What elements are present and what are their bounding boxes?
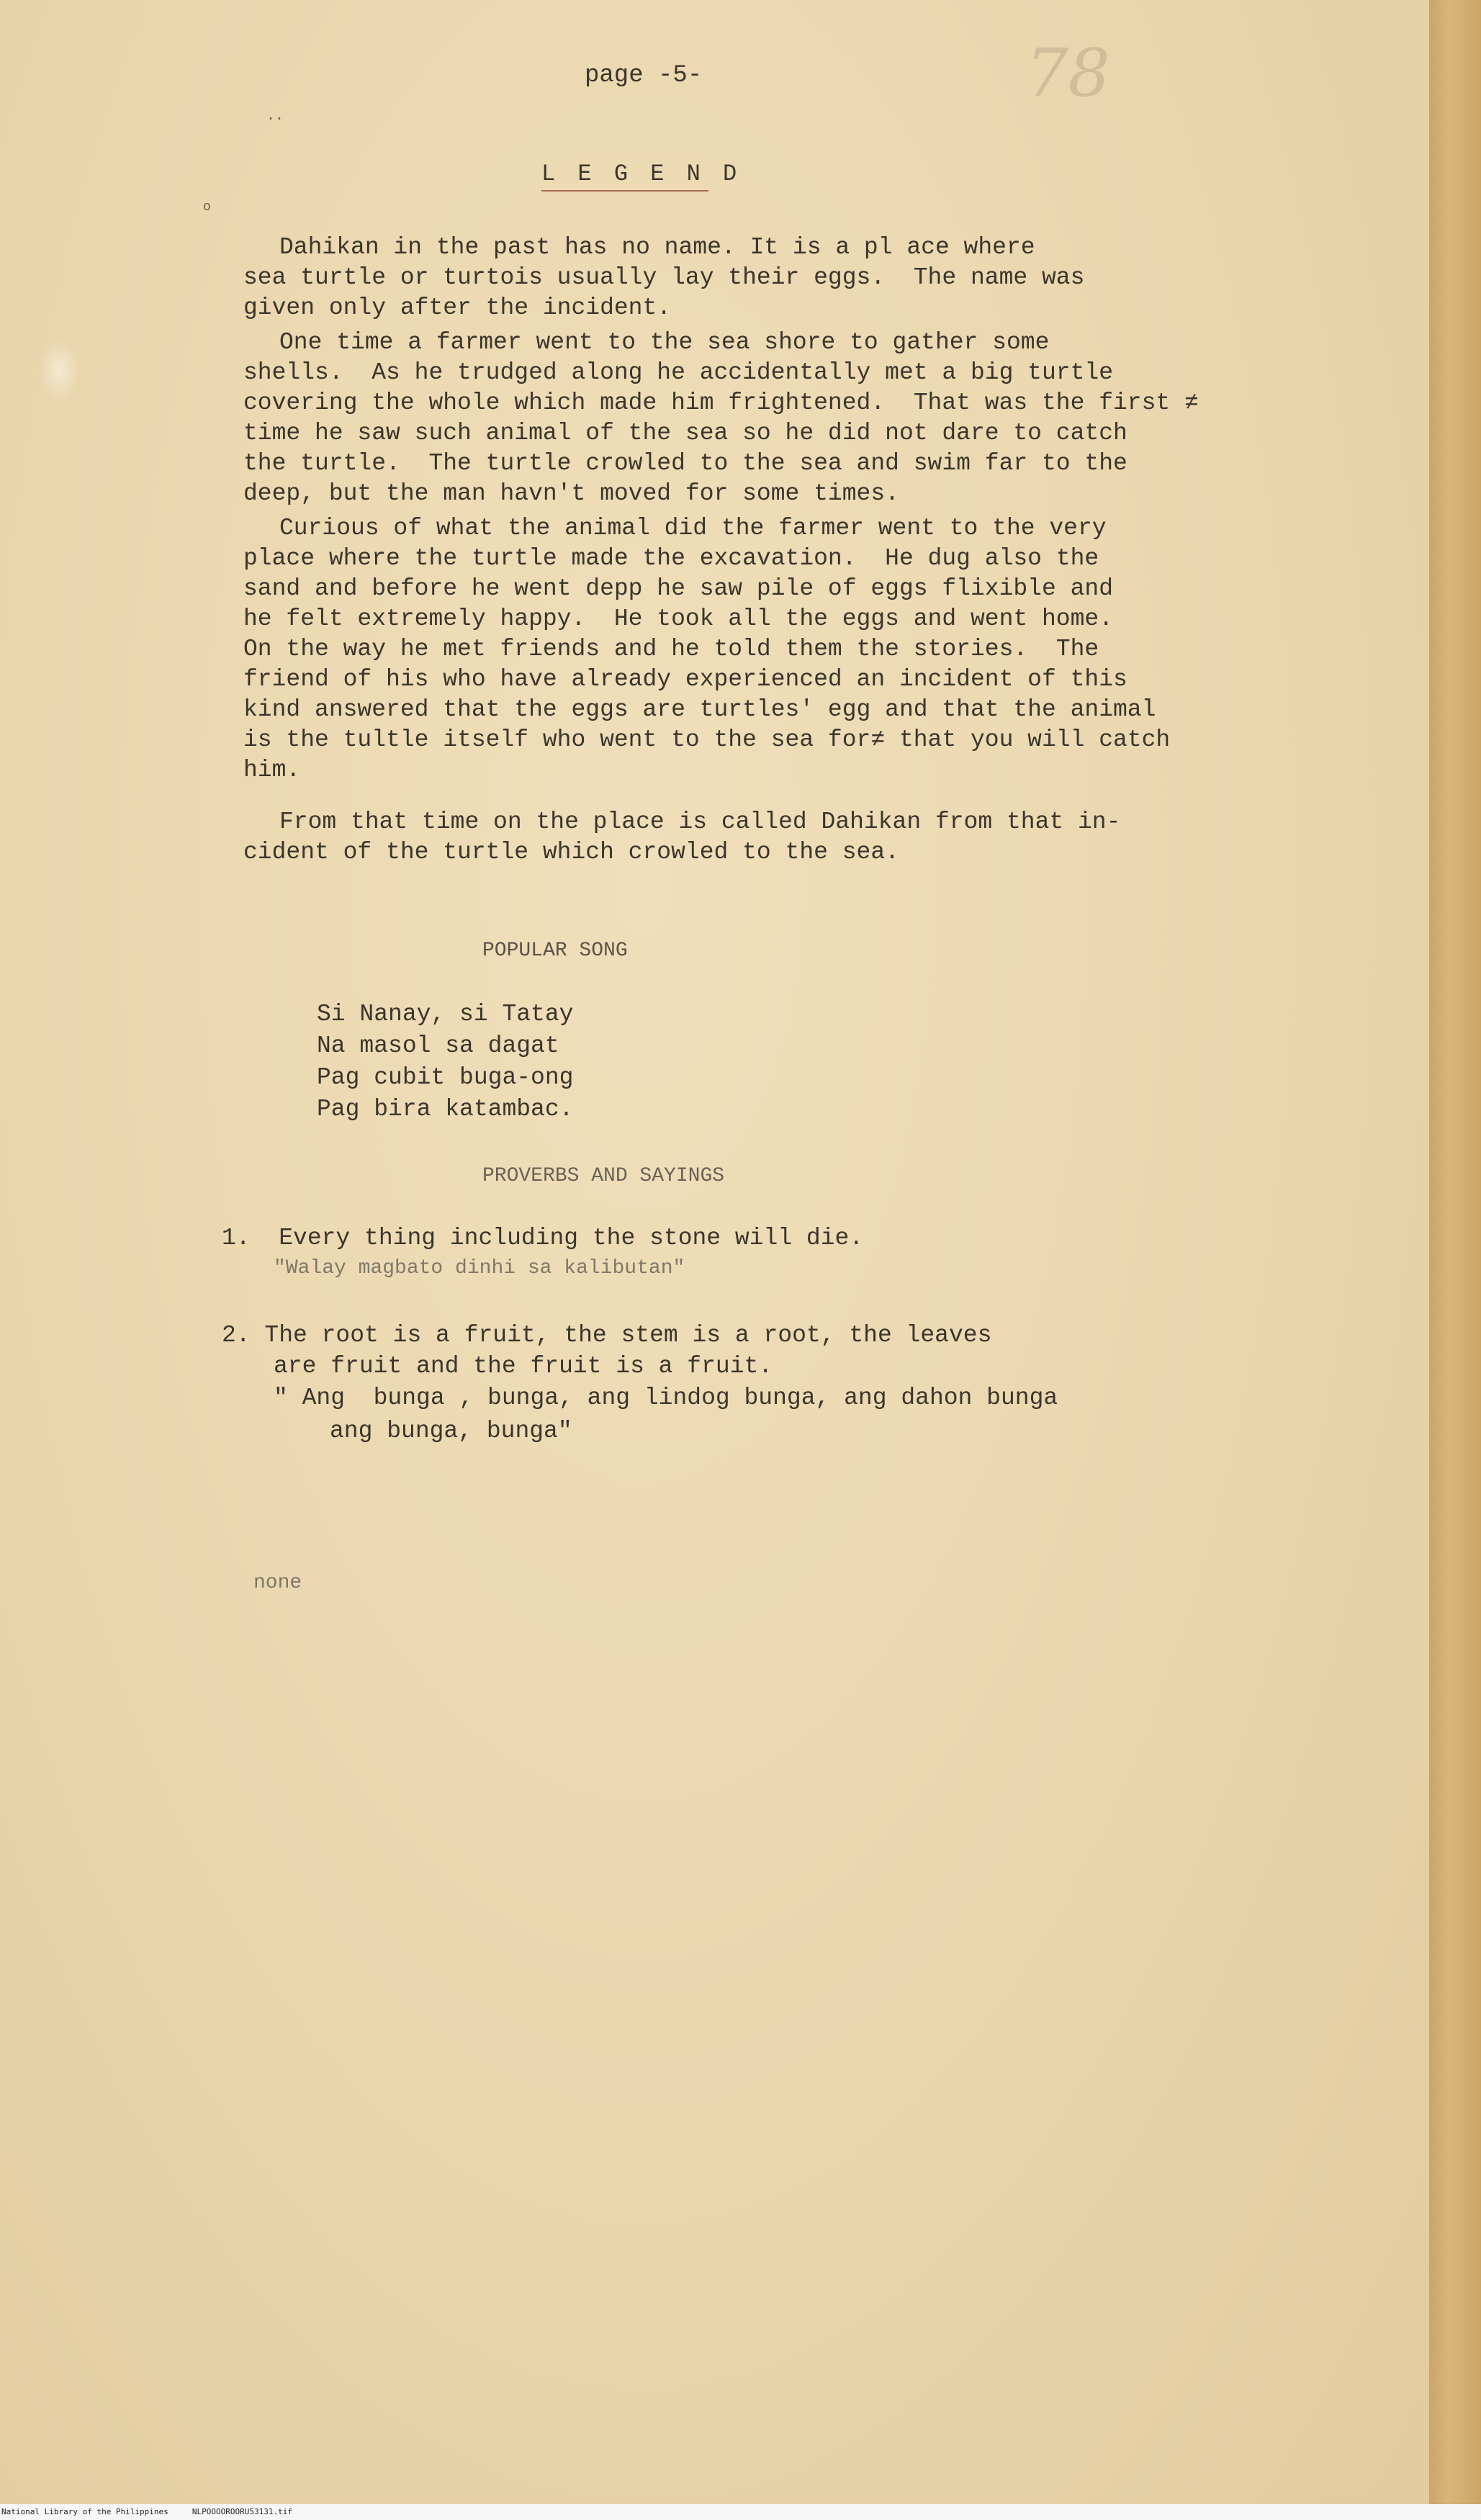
legend-line: given only after the incident.: [243, 294, 672, 321]
proverb-line: 1. Every thing including the stone will die.: [222, 1225, 864, 1251]
legend-line: deep, but the man havn't moved for some times.: [243, 480, 899, 507]
paper-stain: [37, 338, 81, 403]
legend-line: friend of his who have already experienced an incident of this: [243, 666, 1127, 693]
proverb-translation: "Walay magbato dinhi sa kalibutan": [274, 1257, 685, 1279]
legend-line: sand and before he went depp he saw pile of eggs flixible and: [243, 575, 1113, 602]
legend-line: is the tultle itself who went to the sea for≠ that you will catch: [243, 726, 1171, 753]
song-line: Pag cubit buga-ong: [317, 1064, 574, 1091]
legend-title-underline: [541, 190, 708, 192]
legend-line: shells. As he trudged along he accidentally met a big turtle: [243, 359, 1113, 386]
page-number: page -5-: [585, 62, 703, 89]
legend-line: him.: [243, 757, 301, 783]
song-line: Na masol sa dagat: [317, 1032, 559, 1059]
legend-line: Curious of what the animal did the farmer went to the very: [279, 515, 1107, 541]
margin-mark: o: [203, 200, 211, 215]
handwritten-page-number: 78: [1026, 35, 1111, 112]
proverbs-title: PROVERBS AND SAYINGS: [482, 1165, 725, 1187]
song-line: Si Nanay, si Tatay: [317, 1001, 574, 1027]
legend-line: One time a farmer went to the sea shore to gather some: [279, 329, 1050, 356]
legend-line: the turtle. The turtle crowled to the sea and swim far to the: [243, 450, 1127, 477]
legend-line: sea turtle or turtois usually lay their eggs. The name was: [243, 264, 1085, 291]
legend-line: covering the whole which made him frightened. That was the first ≠: [243, 390, 1199, 416]
legend-line: time he saw such animal of the sea so he did not dare to catch: [243, 420, 1127, 446]
proverb-translation: " Ang bunga , bunga, ang lindog bunga, ang dahon bunga: [274, 1385, 1058, 1411]
legend-line: On the way he met friends and he told them the stories. The: [243, 636, 1099, 662]
proverb-translation: ang bunga, bunga": [330, 1418, 572, 1444]
proverb-line: are fruit and the fruit is a fruit.: [274, 1353, 773, 1380]
legend-line: From that time on the place is called Dahikan from that in-: [279, 809, 1121, 835]
riddles-text: none: [253, 1572, 302, 1594]
legend-line: he felt extremely happy. He took all the eggs and went home.: [243, 606, 1113, 632]
footer-caption: National Library of the Philippines NLPOOOOROORU53131.tif: [1, 2507, 292, 2516]
proverb-line: 2. The root is a fruit, the stem is a root, the leaves: [222, 1322, 992, 1349]
song-line: Pag bira katambac.: [317, 1096, 574, 1122]
legend-line: place where the turtle made the excavation. He dug also the: [243, 545, 1099, 572]
legend-title: L E G E N D: [541, 161, 742, 187]
legend-line: Dahikan in the past has no name. It is a pl ace where: [279, 234, 1035, 261]
legend-line: cident of the turtle which crowled to the sea.: [243, 839, 899, 865]
popular-song-title: POPULAR SONG: [482, 940, 628, 962]
paper-edge: [1429, 0, 1481, 2504]
margin-mark: ..: [266, 108, 284, 125]
legend-line: kind answered that the eggs are turtles' egg and that the animal: [243, 696, 1156, 723]
